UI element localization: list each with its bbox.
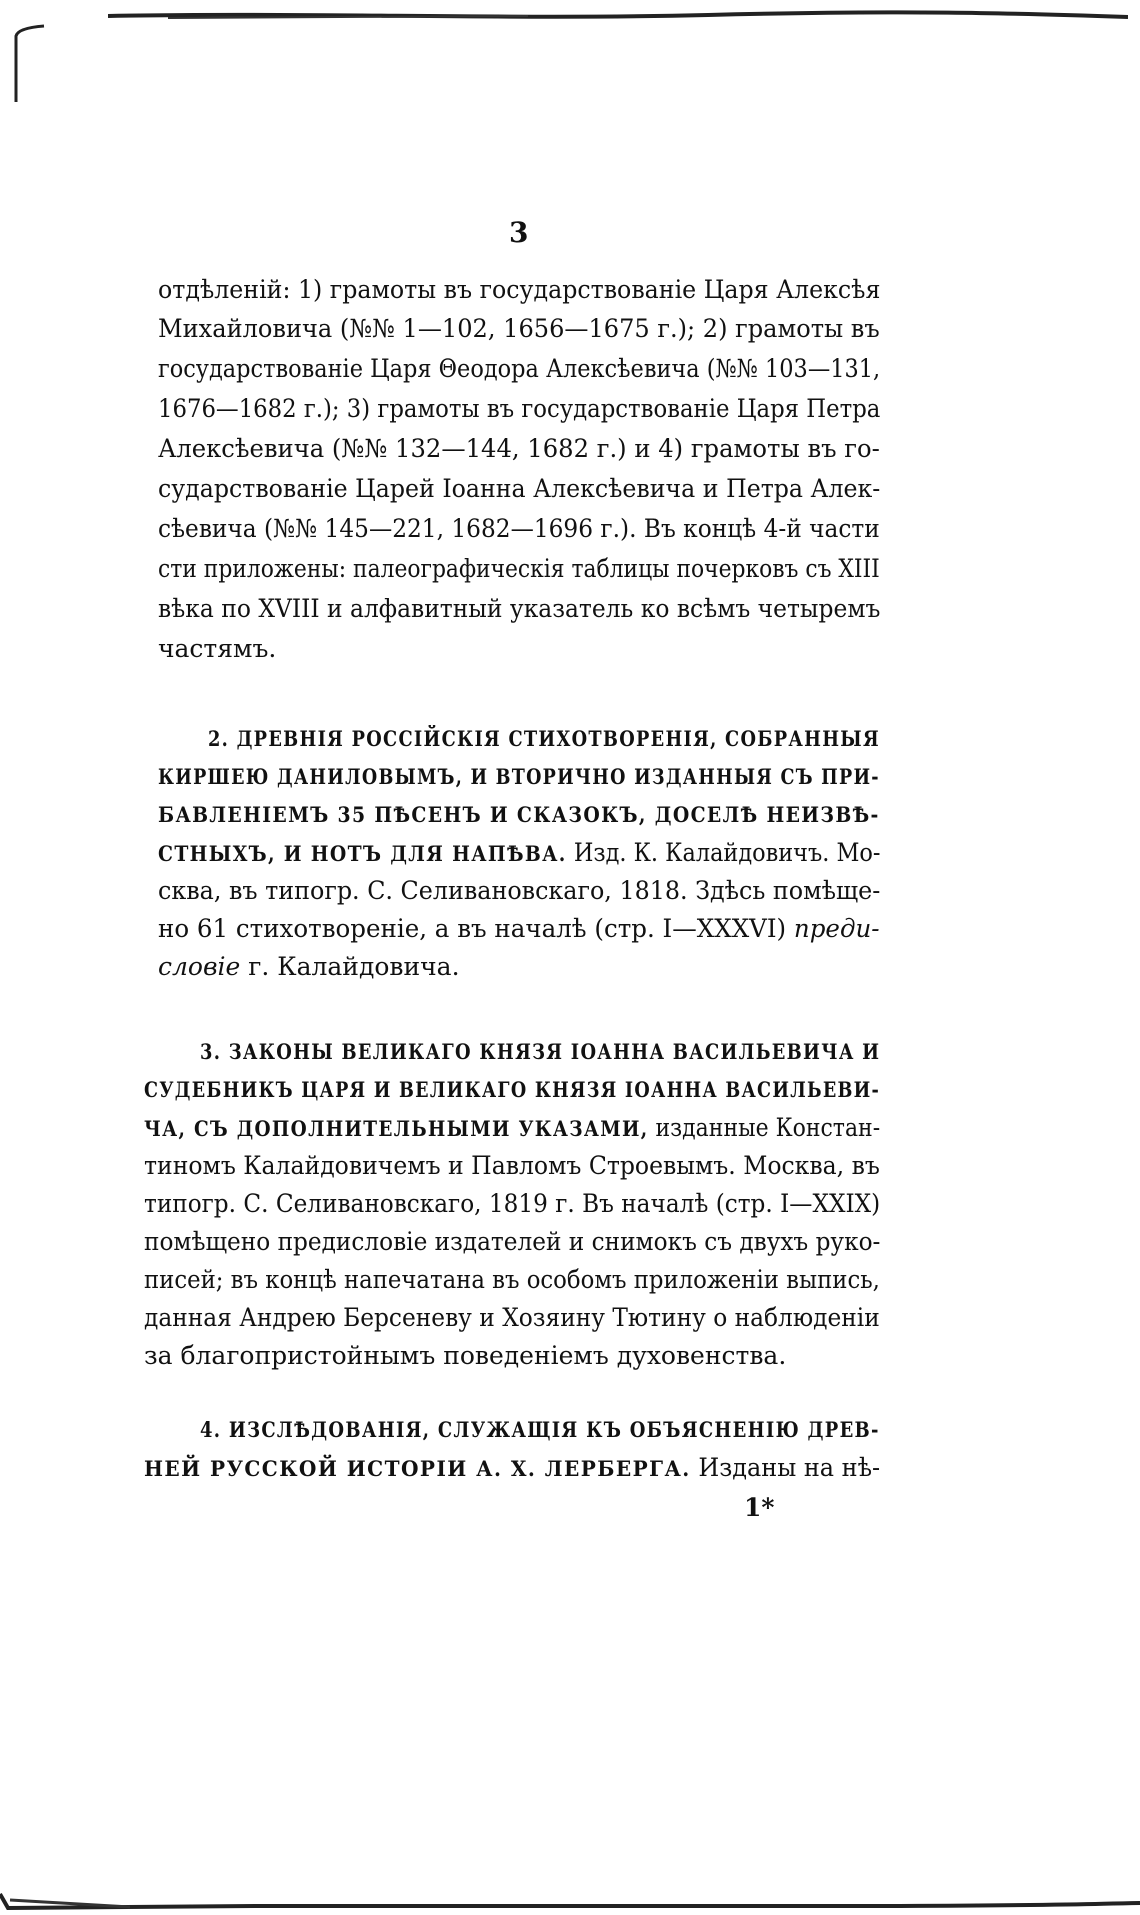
signature-mark: 1* [744,1493,775,1522]
para1-line-2: Михайловича (№№ 1—102, 1656—1675 г.); 2) грамоты въ [158,314,880,343]
para1-line-4: 1676—1682 г.); 3) грамоты въ государствованіе Царя Петра [158,394,881,423]
scan-edge-bottom [0,1882,1140,1912]
page-number: 3 [509,216,529,249]
para1-line-1: отдѣленій: 1) грамоты въ государствованіе Царя Алексѣя [158,275,881,304]
entry4-line-2-text: Изданы на нѣ- [698,1453,881,1482]
entry2-line-4 [158,838,880,869]
entry2-line-7 [158,952,460,982]
entry2-line-7-italic: словіе [158,952,241,981]
entry2-line-6-text: но 61 стихотвореніе, а въ началѣ (стр. I—XXXVI) [158,914,787,943]
entry2-line-4-text: Изд. К. Калайдовичъ. Мо- [573,838,881,867]
para1-line-6: сударствованіе Царей Іоанна Алексѣевича и Петра Алек- [158,474,881,503]
entry3-line-6: помѣщено предисловіе издателей и снимокъ съ двухъ руко- [144,1227,881,1256]
para1-line-3: государствованіе Царя Θеодора Алексѣевича (№№ 103—131, [158,354,881,383]
entry2-line-6-italic: преди- [793,914,880,943]
entry3-line-3 [144,1113,880,1144]
entry3-line-4: тиномъ Калайдовичемъ и Павломъ Строевымъ. Москва, въ [144,1151,880,1180]
para1-line-7: сѣевича (№№ 145—221, 1682—1696 г.). Въ концѣ 4-й части [158,514,880,543]
entry4-title-line-1: 4. ИЗСЛѢДОВАНІЯ, СЛУЖАЩІЯ КЪ ОБЪЯСНЕНІЮ ДРЕВ- [200,1417,880,1442]
entry4-title-line-2: НЕЙ РУССКОЙ ИСТОРІИ А. Х. ЛЕРБЕРГА. [144,1456,691,1481]
entry3-title-line-2: СУДЕБНИКЪ ЦАРЯ И ВЕЛИКАГО КНЯЗЯ ІОАННА ВАСИЛЬЕВИ- [144,1077,881,1102]
para1-line-10: частямъ. [158,634,277,663]
entry3-line-8: данная Андрею Берсеневу и Хозяину Тютину о наблюденіи [144,1303,880,1332]
entry3-line-9: за благопристойнымъ поведеніемъ духовенства. [144,1341,787,1370]
entry2-line-6 [158,914,880,944]
entry2-title-line-3: БАВЛЕНІЕМЪ 35 ПѢСЕНЪ И СКАЗОКЪ, ДОСЕЛѢ НЕИЗВѢ- [158,802,880,827]
para1-line-5: Алексѣевича (№№ 132—144, 1682 г.) и 4) грамоты въ го- [158,434,880,463]
entry3-line-3-text: изданные Констан- [655,1113,881,1142]
entry2-line-5: сква, въ типогр. С. Селивановскаго, 1818. Здѣсь помѣще- [158,876,881,905]
entry3-title-line-1: 3. ЗАКОНЫ ВЕЛИКАГО КНЯЗЯ ІОАННА ВАСИЛЬЕВИЧА И [200,1039,881,1064]
scan-edge-top [108,10,1128,22]
entry2-title-line-2: КИРШЕЮ ДАНИЛОВЫМЪ, И ВТОРИЧНО ИЗДАННЫЯ СЪ ПРИ- [158,764,880,789]
entry2-title-line-4: СТНЫХЪ, И НОТЪ ДЛЯ НАПѢВА. [158,841,567,866]
para1-line-8: сти приложены: палеографическія таблицы почерковъ съ XIII [158,554,880,583]
entry3-title-line-3: ЧА, СЪ ДОПОЛНИТЕЛЬНЫМИ УКАЗАМИ, [144,1116,649,1141]
entry3-line-5: типогр. С. Селивановскаго, 1819 г. Въ началѣ (стр. I—XXIX) [144,1189,881,1218]
entry2-line-7-text: г. Калайдовича. [248,952,460,981]
para1-line-9: вѣка по XVIII и алфавитный указатель ко всѣмъ четыремъ [158,594,881,623]
entry4-line-2 [144,1453,880,1484]
scan-corner-mark [10,22,50,102]
entry2-title-line-1: 2. ДРЕВНІЯ РОССІЙСКІЯ СТИХОТВОРЕНІЯ, СОБРАННЫЯ [208,726,880,751]
entry3-line-7: писей; въ концѣ напечатана въ особомъ приложеніи выпись, [144,1265,880,1294]
